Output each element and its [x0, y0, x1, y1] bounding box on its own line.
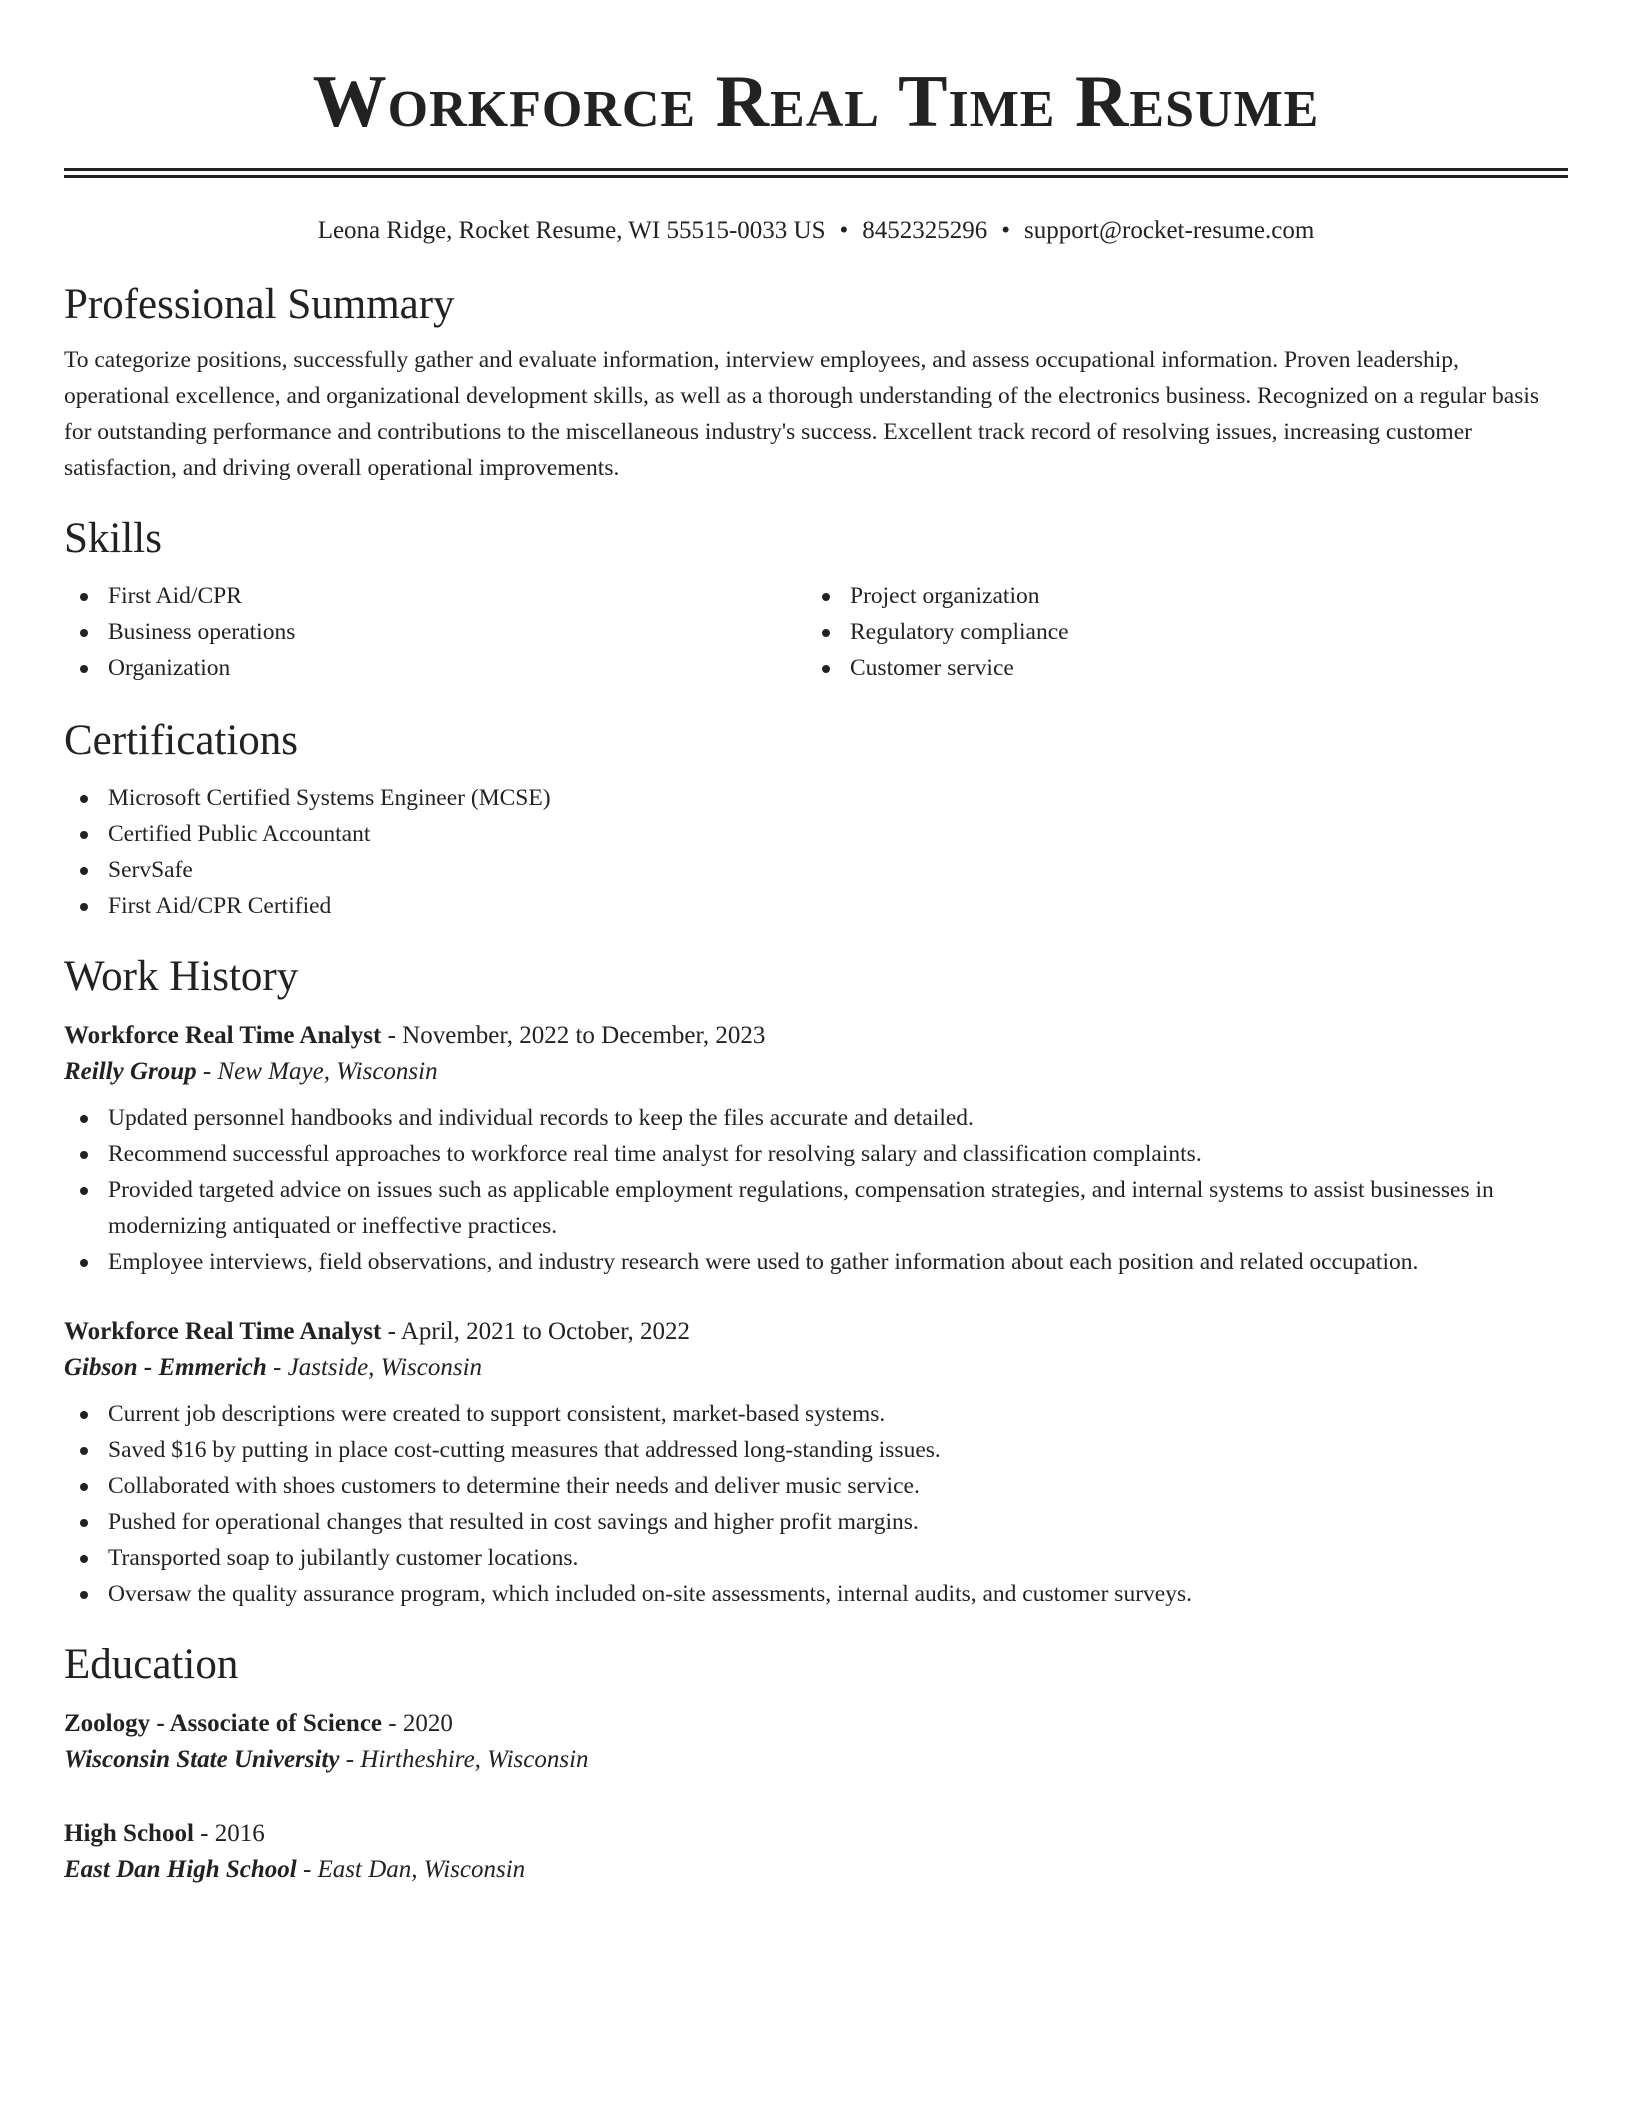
skill-item: Regulatory compliance: [806, 614, 1548, 650]
education-degree: Zoology - Associate of Science: [64, 1710, 383, 1737]
job-bullet: Saved $16 by putting in place cost-cutting measures that addressed long-standing issues.: [64, 1432, 1568, 1468]
job-bullet: Provided targeted advice on issues such as applicable employment regulations, compensation strategies, and internal systems to assist businesses in modernizing antiquated or ineffective practices.: [64, 1172, 1568, 1244]
education-entry: [64, 1816, 1568, 1888]
job-entry: [64, 1314, 1568, 1612]
education-year: - 2020: [382, 1710, 453, 1737]
job-location: - New Maye, Wisconsin: [196, 1058, 438, 1085]
job-bullets: [64, 1100, 1568, 1280]
skills-heading: Skills: [64, 515, 162, 562]
skill-item: Project organization: [806, 578, 1548, 614]
job-bullet: Transported soap to jubilantly customer locations.: [64, 1540, 1568, 1576]
education-heading: Education: [64, 1641, 239, 1688]
job-company: Gibson - Emmerich: [64, 1354, 267, 1381]
summary-heading: Professional Summary: [64, 281, 455, 328]
skill-item: Business operations: [64, 614, 806, 650]
education-degree-line: [64, 1816, 1568, 1852]
certifications-heading: Certifications: [64, 717, 299, 764]
education-entry: [64, 1706, 1568, 1778]
contact-address: Leona Ridge, Rocket Resume, WI 55515-0033 US: [317, 217, 826, 244]
education-school: East Dan High School: [64, 1856, 297, 1883]
education-school: Wisconsin State University: [64, 1746, 340, 1773]
job-role: Workforce Real Time Analyst: [64, 1318, 382, 1345]
certification-item: First Aid/CPR Certified: [64, 888, 1568, 924]
job-title-line: [64, 1314, 1568, 1350]
contact-line: [64, 214, 1568, 248]
job-dates: - April, 2021 to October, 2022: [381, 1318, 691, 1345]
education-degree: High School: [64, 1820, 194, 1847]
job-company: Reilly Group: [64, 1058, 197, 1085]
header-double-rule: [64, 168, 1568, 178]
certification-item: Certified Public Accountant: [64, 816, 1568, 852]
job-title-line: [64, 1018, 1568, 1054]
job-bullet: Oversaw the quality assurance program, which included on-site assessments, internal audits, and customer surveys.: [64, 1576, 1568, 1612]
job-bullets: [64, 1396, 1568, 1612]
skill-item: Organization: [64, 650, 806, 686]
contact-email: support@rocket-resume.com: [1024, 217, 1315, 244]
contact-separator: •: [1001, 217, 1011, 244]
job-entry: [64, 1018, 1568, 1280]
job-bullet: Current job descriptions were created to support consistent, market-based systems.: [64, 1396, 1568, 1432]
skills-column-right: [806, 578, 1548, 686]
job-dates: - November, 2022 to December, 2023: [381, 1022, 766, 1049]
education-location: - Hirtheshire, Wisconsin: [339, 1746, 589, 1773]
job-company-line: [64, 1350, 1568, 1386]
education-school-line: [64, 1852, 1568, 1888]
work-history-heading: Work History: [64, 953, 299, 1000]
summary-text: To categorize positions, successfully gather and evaluate information, interview employees, and assess occupational information. Proven leadership, operational excellence, and organizational development skills, as well as a thorough understanding of the electronics business. Recognized on a regular basis for outstanding performance and contributions to the miscellaneous industry's success. Excellent track record of resolving issues, increasing customer satisfaction, and driving overall operational improvements.: [64, 347, 1540, 481]
skill-item: Customer service: [806, 650, 1548, 686]
skills-column-left: [64, 578, 806, 686]
certification-item: Microsoft Certified Systems Engineer (MCSE): [64, 780, 1568, 816]
job-bullet: Employee interviews, field observations, and industry research were used to gather information about each position and related occupation.: [64, 1244, 1568, 1280]
job-role: Workforce Real Time Analyst: [64, 1022, 382, 1049]
skills-list: [64, 578, 1568, 686]
certification-item: ServSafe: [64, 852, 1568, 888]
job-bullet: Collaborated with shoes customers to determine their needs and deliver music service.: [64, 1468, 1568, 1504]
job-bullet: Recommend successful approaches to workforce real time analyst for resolving salary and classification complaints.: [64, 1136, 1568, 1172]
job-bullet: Updated personnel handbooks and individual records to keep the files accurate and detailed.: [64, 1100, 1568, 1136]
skill-item: First Aid/CPR: [64, 578, 806, 614]
education-year: - 2016: [193, 1820, 265, 1847]
contact-separator: •: [839, 217, 849, 244]
education-location: - East Dan, Wisconsin: [296, 1856, 526, 1883]
certifications-list: [64, 780, 1568, 924]
job-location: - Jastside, Wisconsin: [266, 1354, 483, 1381]
education-degree-line: [64, 1706, 1568, 1742]
job-company-line: [64, 1054, 1568, 1090]
education-school-line: [64, 1742, 1568, 1778]
job-bullet: Pushed for operational changes that resulted in cost savings and higher profit margins.: [64, 1504, 1568, 1540]
contact-phone: 8452325296: [862, 217, 988, 244]
resume-name: Workforce Real Time Resume: [312, 61, 1320, 143]
resume-page: [64, 0, 1568, 1888]
